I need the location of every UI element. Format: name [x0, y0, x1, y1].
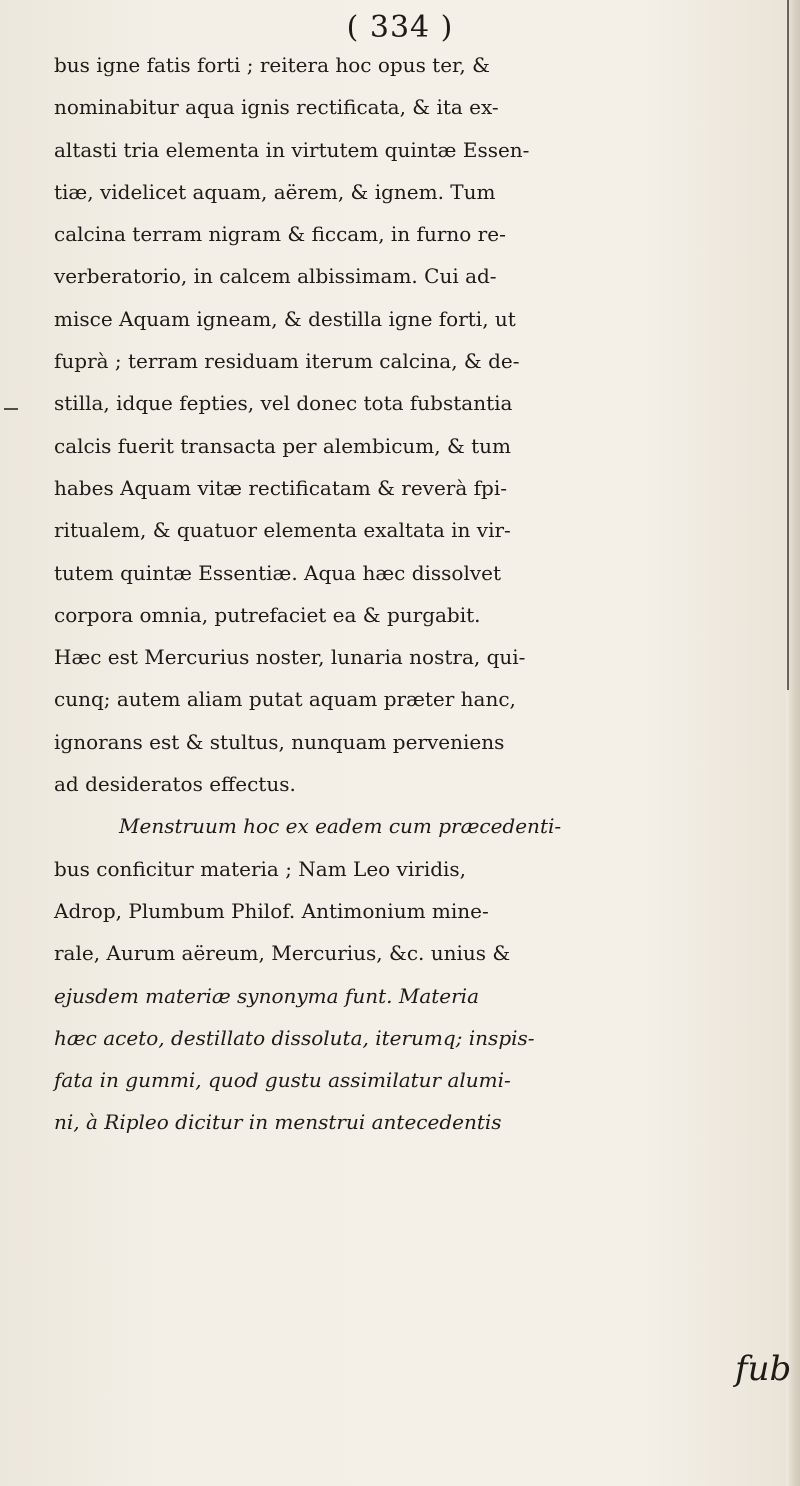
- text-line: ejusdem materiæ synonyma funt. Materia: [54, 983, 479, 1008]
- page-number: ( 334 ): [346, 10, 454, 45]
- text-line: ignorans est & stultus, nunquam perveniens: [54, 729, 505, 754]
- text-line: rale, Aurum aëreum, Mercurius, &c. unius &: [54, 941, 511, 966]
- text-line: bus conficitur materia ; Nam Leo viridis,: [54, 856, 467, 881]
- text-line: calcina terram nigram & ficcam, in furno re-: [54, 222, 506, 247]
- text-line: cunq; autem aliam putat aquam præter hanc,: [54, 687, 516, 712]
- text-line: misce Aquam igneam, & destilla igne forti, ut: [54, 306, 516, 331]
- text-line: stilla, idque fepties, vel donec tota fubstantia: [54, 391, 513, 416]
- text-line: bus igne fatis forti ; reitera hoc opus ter, &: [54, 53, 490, 77]
- text-line: corpora omnia, putrefaciet ea & purgabit.: [54, 602, 481, 627]
- text-line: tutem quintæ Essentiæ. Aqua hæc dissolvet: [54, 560, 502, 585]
- text-line: ad desideratos effectus.: [54, 772, 296, 797]
- text-line: tiæ, videlicet aquam, aërem, & ignem. Tum: [54, 179, 496, 204]
- text-line: habes Aquam vitæ rectificatam & reverà fpi-: [54, 475, 507, 500]
- body-text: [54, 44, 799, 1144]
- text-line: altasti tria elementa in virtutem quintæ Essen-: [54, 137, 530, 162]
- text-line: Adrop, Plumbum Philof. Antimonium mine-: [54, 898, 489, 923]
- text-line: ritualem, & quatuor elementa exaltata in vir-: [54, 518, 511, 543]
- text-line: Menstruum hoc ex eadem cum præcedenti-: [119, 814, 562, 839]
- text-line: nominabitur aqua ignis rectificata, & ita ex-: [54, 95, 499, 120]
- text-line: Hæc est Mercurius noster, lunaria nostra, qui-: [54, 645, 526, 670]
- text-line: fuprà ; terram residuam iterum calcina, & de-: [54, 349, 520, 374]
- text-line: ni, à Ripleo dicitur in menstrui antecedentis: [54, 1110, 502, 1135]
- text-line: calcis fuerit transacta per alembicum, & tum: [54, 433, 512, 458]
- text-line: fata in gummi, quod gustu assimilatur alumi-: [54, 1068, 511, 1093]
- catchword: fub: [735, 1349, 792, 1389]
- text-line: hæc aceto, destillato dissoluta, iterumq; inspis-: [54, 1025, 535, 1050]
- margin-mark: [4, 408, 18, 410]
- text-line: verberatorio, in calcem albissimam. Cui ad-: [54, 264, 497, 289]
